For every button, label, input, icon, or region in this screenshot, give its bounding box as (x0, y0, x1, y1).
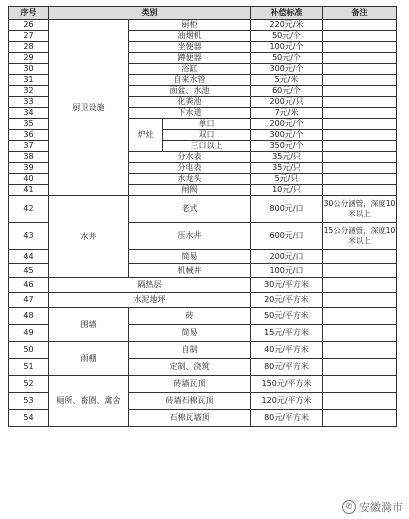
row-note: 30公分涵管，深度10米以上 (323, 196, 397, 223)
row-no: 52 (9, 376, 49, 393)
row-no: 47 (9, 293, 49, 308)
row-note (323, 42, 397, 53)
group-well: 水井 (49, 196, 129, 278)
row-note (323, 308, 397, 325)
watermark (342, 499, 403, 515)
row-no: 41 (9, 185, 49, 196)
row-standard: 300元/个 (251, 64, 323, 75)
table-row (9, 342, 397, 359)
table-row (9, 196, 397, 223)
row-item: 化粪池 (129, 97, 251, 108)
group-stove: 炉灶 (129, 119, 163, 152)
row-standard: 50元/平方米 (251, 308, 323, 325)
row-standard: 150元/平方米 (251, 376, 323, 393)
row-note (323, 64, 397, 75)
row-note (323, 119, 397, 130)
row-no: 49 (9, 325, 49, 342)
row-note (323, 359, 397, 376)
row-note (323, 130, 397, 141)
row-standard: 60元/个 (251, 86, 323, 97)
row-note (323, 278, 397, 293)
row-no: 27 (9, 31, 49, 42)
row-standard: 7元/米 (251, 108, 323, 119)
row-note (323, 108, 397, 119)
row-item: 自制 (129, 342, 251, 359)
row-standard: 5元/只 (251, 174, 323, 185)
row-no: 54 (9, 410, 49, 427)
row-note (323, 293, 397, 308)
row-note (323, 376, 397, 393)
row-item: 石棉瓦墙顶 (129, 410, 251, 427)
row-item: 简易 (129, 250, 251, 264)
row-note: 15公分涵管，深度10米以上 (323, 223, 397, 250)
row-no: 32 (9, 86, 49, 97)
group-toilet: 厕所、畜圈、禽舍 (49, 376, 129, 427)
header-note: 备注 (323, 7, 397, 20)
row-standard: 350元/个 (251, 141, 323, 152)
row-note (323, 174, 397, 185)
row-no: 28 (9, 42, 49, 53)
watermark-text: 安徽滁市 (359, 501, 403, 514)
row-item: 隔热层 (49, 278, 251, 293)
table-row (9, 20, 397, 31)
row-note (323, 152, 397, 163)
row-standard: 80元/平方米 (251, 359, 323, 376)
row-standard: 300元/个 (251, 130, 323, 141)
row-no: 46 (9, 278, 49, 293)
row-no: 26 (9, 20, 49, 31)
row-item: 面盆、水池 (129, 86, 251, 97)
row-item: 老式 (129, 196, 251, 223)
row-no: 34 (9, 108, 49, 119)
row-standard: 5元/米 (251, 75, 323, 86)
table-row (9, 293, 397, 308)
row-note (323, 250, 397, 264)
row-no: 29 (9, 53, 49, 64)
table-row (9, 278, 397, 293)
row-no: 51 (9, 359, 49, 376)
table-header-row (9, 7, 397, 20)
table-row (9, 376, 397, 393)
row-standard: 200元/个 (251, 119, 323, 130)
row-no: 53 (9, 393, 49, 410)
row-no: 45 (9, 264, 49, 278)
row-item: 分电表 (129, 163, 251, 174)
row-standard: 35元/只 (251, 152, 323, 163)
row-standard: 800元/口 (251, 196, 323, 223)
row-no: 30 (9, 64, 49, 75)
row-note (323, 86, 397, 97)
row-no: 44 (9, 250, 49, 264)
row-standard: 200元/口 (251, 250, 323, 264)
table-row (9, 308, 397, 325)
row-item: 压水井 (129, 223, 251, 250)
row-no: 39 (9, 163, 49, 174)
compensation-table (8, 6, 397, 427)
group-kitchen: 厨卫设施 (49, 20, 129, 196)
row-item: 砖墙瓦顶 (129, 376, 251, 393)
row-item: 砖墙石棉瓦顶 (129, 393, 251, 410)
row-no: 42 (9, 196, 49, 223)
row-no: 43 (9, 223, 49, 250)
row-note (323, 75, 397, 86)
header-category: 类别 (49, 7, 251, 20)
row-note (323, 97, 397, 108)
row-note (323, 163, 397, 174)
row-item: 蹲便器 (129, 53, 251, 64)
row-standard: 50元/个 (251, 31, 323, 42)
row-item: 双口 (163, 130, 251, 141)
row-item: 油烟机 (129, 31, 251, 42)
row-standard: 35元/只 (251, 163, 323, 174)
row-item: 机械井 (129, 264, 251, 278)
row-item: 砖 (129, 308, 251, 325)
row-standard: 40元/平方米 (251, 342, 323, 359)
row-no: 35 (9, 119, 49, 130)
row-note (323, 53, 397, 64)
row-standard: 15元/平方米 (251, 325, 323, 342)
row-note (323, 410, 397, 427)
row-note (323, 185, 397, 196)
row-note (323, 141, 397, 152)
row-item: 单口 (163, 119, 251, 130)
row-item: 分水表 (129, 152, 251, 163)
row-no: 33 (9, 97, 49, 108)
row-standard: 50元/个 (251, 53, 323, 64)
row-note (323, 342, 397, 359)
row-no: 31 (9, 75, 49, 86)
row-no: 40 (9, 174, 49, 185)
row-standard: 100元/口 (251, 264, 323, 278)
row-item: 定制、浇筑 (129, 359, 251, 376)
row-standard: 100元/个 (251, 42, 323, 53)
row-standard: 20元/平方米 (251, 293, 323, 308)
row-item: 下水道 (129, 108, 251, 119)
row-item: 自来水管 (129, 75, 251, 86)
row-standard: 220元/米 (251, 20, 323, 31)
row-item: 三口以上 (163, 141, 251, 152)
row-item: 闸阀 (129, 185, 251, 196)
group-shed: 雨棚 (49, 342, 129, 376)
row-item: 浴缸 (129, 64, 251, 75)
group-wall: 围墙 (49, 308, 129, 342)
row-note (323, 31, 397, 42)
row-item: 厨柜 (129, 20, 251, 31)
row-note (323, 20, 397, 31)
row-standard: 600元/口 (251, 223, 323, 250)
row-standard: 200元/只 (251, 97, 323, 108)
row-no: 50 (9, 342, 49, 359)
row-item: 水泥地坪 (49, 293, 251, 308)
row-note (323, 325, 397, 342)
row-item: 简易 (129, 325, 251, 342)
row-standard: 80元/平方米 (251, 410, 323, 427)
header-no: 序号 (9, 7, 49, 20)
header-standard: 补偿标准 (251, 7, 323, 20)
row-no: 36 (9, 130, 49, 141)
wechat-bubble-icon: ✆ (342, 500, 356, 514)
row-note (323, 264, 397, 278)
row-standard: 120元/平方米 (251, 393, 323, 410)
row-no: 37 (9, 141, 49, 152)
row-standard: 30元/平方米 (251, 278, 323, 293)
row-no: 48 (9, 308, 49, 325)
row-no: 38 (9, 152, 49, 163)
row-standard: 10元/只 (251, 185, 323, 196)
row-item: 坐便器 (129, 42, 251, 53)
row-note (323, 393, 397, 410)
row-item: 水龙头 (129, 174, 251, 185)
